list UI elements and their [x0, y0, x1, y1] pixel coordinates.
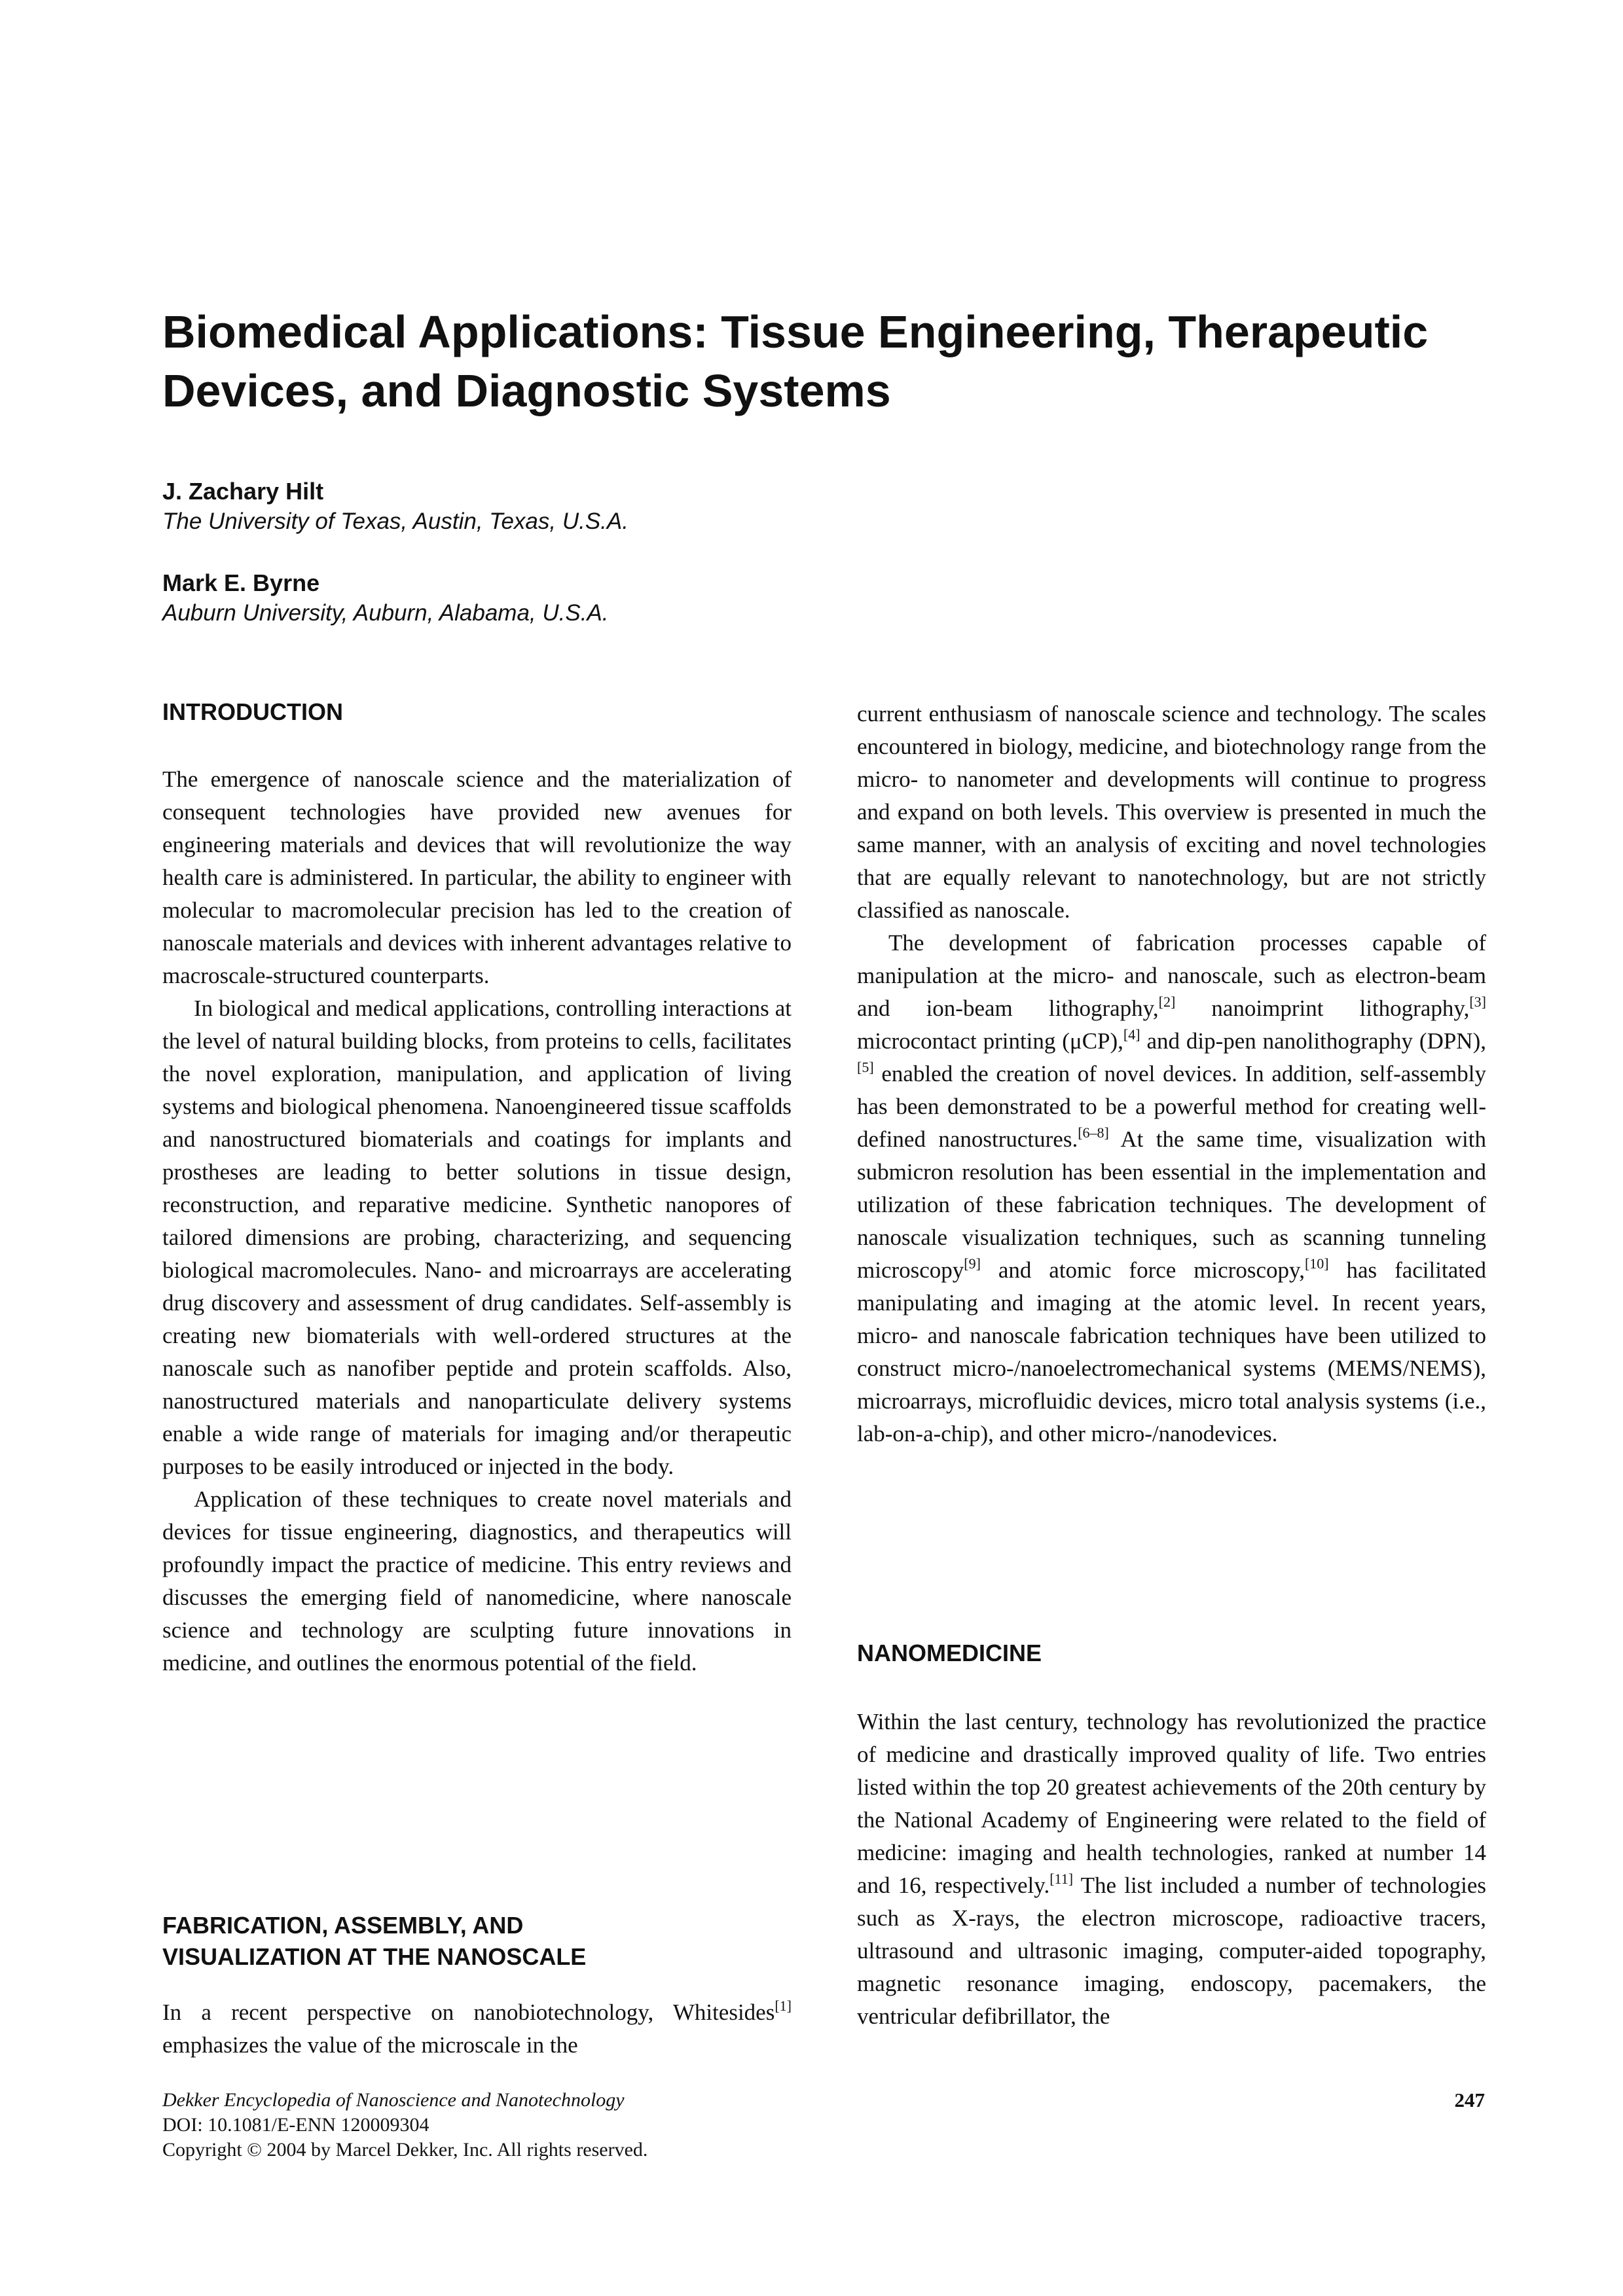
fabrication-body-continued: [857, 698, 1486, 1450]
fabrication-paragraph-1-start: [162, 1996, 792, 2062]
fabrication-paragraph-1-continued: current enthusiasm of nanoscale science and technology. The scales encountered in biology, medicine, and biotechnology range from the micro- to nanometer and developments will continue to progress and expand on both levels. This overview is presented in much the same manner, with an analysis of exciting and novel technologies that are equally relevant to nanotechnology, but are not strictly classified as nanoscale.: [857, 701, 1486, 923]
author-affiliation: The University of Texas, Austin, Texas, U.S.A.: [162, 509, 629, 534]
fabrication-paragraph-2: [857, 927, 1486, 1450]
text-run: The development of fabrication processes capable of manipulation at the micro- and nanoscale, such as electron-beam and ion-beam lithography,: [857, 930, 1486, 1021]
citation-ref: [3]: [1469, 994, 1486, 1010]
text-run: emphasizes the value of the microscale in the: [162, 2032, 578, 2058]
page-number: 247: [1454, 2089, 1485, 2111]
section-heading-introduction: INTRODUCTION: [162, 698, 343, 725]
text-run: Within the last century, technology has revolutionized the practice of medicine and drastically improved quality of life. Two entries listed within the top 20 greatest achievements of the 20th century by the National Academy of Engineering were related to the field of medicine: imaging and health technologies, ranked at number 14 and 16, respectively.: [857, 1709, 1486, 1898]
introduction-paragraph-3: Application of these techniques to create novel materials and devices for tissue engineering, diagnostics, and therapeutics will profoundly impact the practice of medicine. This entry reviews and discusses the emerging field of nanomedicine, where nanoscale science and technology are sculpting future innovations in medicine, and outlines the enormous potential of the field.: [162, 1486, 792, 1676]
nanomedicine-paragraph-1: [857, 1706, 1486, 2033]
author-name: Mark E. Byrne: [162, 569, 320, 596]
text-run: and atomic force microscopy,: [980, 1257, 1305, 1283]
section-heading-fabrication-line-2: VISUALIZATION AT THE NANOSCALE: [162, 1943, 587, 1970]
footer-doi: DOI: 10.1081/E-ENN 120009304: [162, 2114, 429, 2136]
citation-ref: [11]: [1049, 1871, 1074, 1887]
article-title-line-1: Biomedical Applications: Tissue Engineering, Therapeutic: [162, 306, 1429, 357]
citation-ref: [10]: [1304, 1255, 1329, 1272]
text-run: The list included a number of technologies such as X-rays, the electron microscope, radioactive tracers, ultrasound and ultrasonic imaging, computer-aided topography, magnetic resonance imaging, endoscopy, pacemakers, the ventricular defibrillator, the: [857, 1873, 1486, 2029]
citation-ref: [5]: [857, 1059, 874, 1075]
text-run: In a recent perspective on nanobiotechnology, Whitesides: [162, 2000, 775, 2025]
section-heading-fabrication-line-1: FABRICATION, ASSEMBLY, AND: [162, 1912, 524, 1939]
text-run: has facilitated manipulating and imaging at the atomic level. In recent years, micro- and nanoscale fabrication techniques have been utilized to construct micro-/nanoelectromechanical systems (MEMS/NEMS), microarrays, microfluidic devices, micro total analysis systems (i.e., lab-on-a-chip), and other micro-/nanodevices.: [857, 1257, 1486, 1446]
fabrication-body-start: [162, 1996, 792, 2062]
citation-ref: [1]: [775, 1998, 792, 2014]
article-title: [162, 302, 1472, 420]
citation-ref: [9]: [964, 1255, 981, 1272]
footer-journal-title: Dekker Encyclopedia of Nanoscience and Nanotechnology: [162, 2089, 625, 2111]
section-heading-nanomedicine: NANOMEDICINE: [857, 1640, 1042, 1666]
citation-ref: [2]: [1158, 994, 1176, 1010]
introduction-body: [162, 763, 792, 1679]
section-heading-fabrication: [162, 1910, 586, 1973]
text-run: nanoimprint lithography,: [1175, 996, 1470, 1021]
text-run: enabled the creation of novel devices. In addition, self-assembly has been demonstrated to be a powerful method for creating well-defined nanostructures.: [857, 1061, 1486, 1152]
footer-copyright: Copyright © 2004 by Marcel Dekker, Inc. All rights reserved.: [162, 2139, 648, 2161]
introduction-paragraph-2: In biological and medical applications, controlling interactions at the level of natural building blocks, from proteins to cells, facilitates the novel exploration, manipulation, and application of living systems and biological phenomena. Nanoengineered tissue scaffolds and nanostructured biomaterials and coatings for implants and prostheses are leading to better solutions in tissue design, reconstruction, and reparative medicine. Synthetic nanopores of tailored dimensions are probing, characterizing, and sequencing biological macromolecules. Nano- and microarrays are accelerating drug discovery and assessment of drug candidates. Self-assembly is creating new biomaterials with well-ordered structures at the nanoscale such as nanofiber peptide and protein scaffolds. Also, nanostructured materials and nanoparticulate delivery systems enable a wide range of materials for imaging and/or therapeutic purposes to be easily introduced or injected in the body.: [162, 996, 792, 1479]
introduction-paragraph-1: The emergence of nanoscale science and the materialization of consequent technologies have provided new avenues for engineering materials and devices that will revolutionize the way health care is administered. In particular, the ability to engineer with molecular to macromolecular precision has led to the creation of nanoscale materials and devices with inherent advantages relative to macroscale-structured counterparts.: [162, 766, 792, 988]
nanomedicine-body: [857, 1706, 1486, 2033]
article-title-line-2: Devices, and Diagnostic Systems: [162, 365, 891, 416]
author-affiliation: Auburn University, Auburn, Alabama, U.S.A.: [162, 600, 609, 626]
citation-ref: [6–8]: [1078, 1124, 1109, 1141]
text-run: and dip-pen nanolithography (DPN),: [1140, 1028, 1486, 1054]
text-run: microcontact printing (μCP),: [857, 1028, 1123, 1054]
text-run: At the same time, visualization with submicron resolution has been essential in the implementation and utilization of these fabrication techniques. The development of nanoscale visualization techniques, such as scanning tunneling microscopy: [857, 1126, 1486, 1283]
author-block-2: [162, 568, 609, 628]
citation-ref: [4]: [1123, 1026, 1140, 1043]
author-block-1: [162, 476, 629, 537]
page-footer: [162, 2088, 1485, 2162]
author-name: J. Zachary Hilt: [162, 478, 324, 505]
